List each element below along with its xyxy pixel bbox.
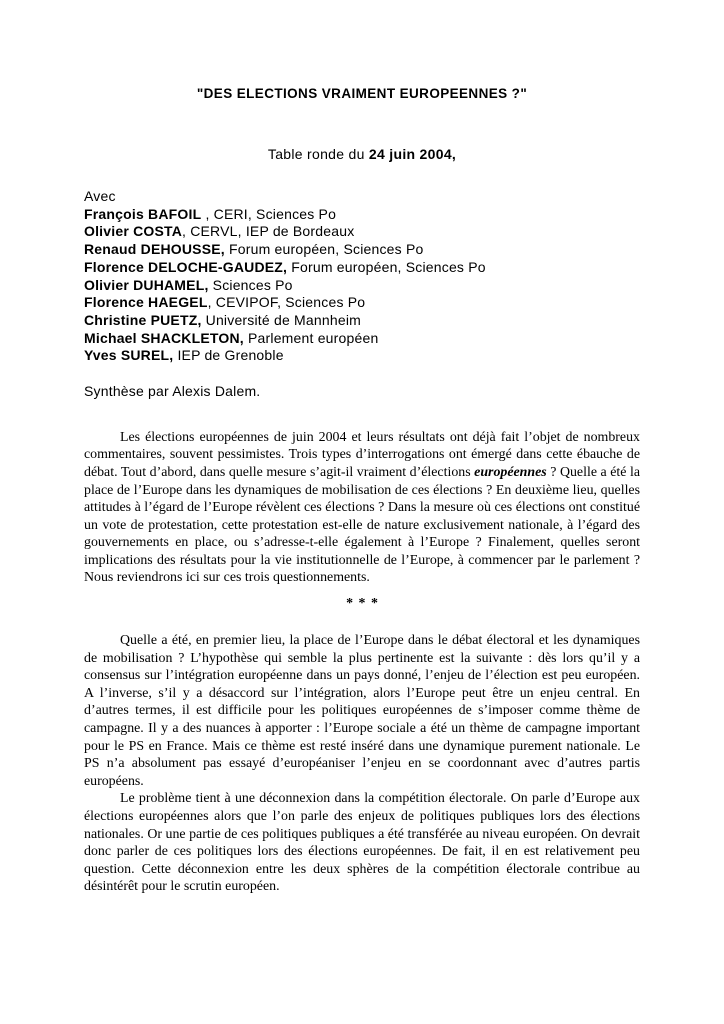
participant-row — [84, 312, 640, 330]
session-line — [84, 146, 640, 162]
participant-affiliation: Parlement européen — [243, 329, 379, 346]
intro-paragraph — [84, 429, 640, 587]
participant-row — [84, 294, 640, 312]
intro-emphasis: européennes — [474, 464, 547, 480]
document-body — [84, 429, 640, 896]
participant-affiliation: Forum européen, Sciences Po — [287, 258, 486, 275]
body-paragraph: Quelle a été, en premier lieu, la place de l’Europe dans le débat électoral et les dynamiques de mobilisation ? L’hypothèse qui semble la plus pertinente est la suivante : dès lors qu’il y a consensus sur l’intégration européenne dans un pays donné, l’enjeu de l’élection est peu européen. A l’inverse, s’il y a désaccord sur l’intégration, alors l’Europe peut être un enjeu central. En d’autres termes, il est difficile pour les politiques européennes de s’imposer comme thème de campagne. Il y a des nuances à apporter : l’Europe sociale a été un thème de campagne important pour le PS en France. Mais ce thème est resté inséré dans une dynamique purement nationale. Le PS n’a absolument pas essayé d’européaniser l’enjeu en se coordonnant avec d’autres partis européens. — [84, 633, 640, 789]
participant-name: Renaud DEHOUSSE, — [84, 241, 225, 258]
with-label: Avec — [84, 188, 116, 204]
participant-affiliation: Forum européen, Sciences Po — [224, 241, 424, 258]
participant-name: Yves SUREL, — [84, 347, 174, 364]
body-paragraph: Le problème tient à une déconnexion dans la compétition électorale. On parle d’Europe aux élections européennes alors que l’on parle des enjeux de politiques publiques lors des élections nationales. Or une partie de ces politiques publiques a été transférée au niveau européen. On devrait donc parler de ces politiques lors des élections européennes. De fait, il en est relativement peu question. Cette déconnexion entre les deux sphères de la compétition électorale contribue au désintérêt pour le scrutin européen. — [84, 791, 640, 895]
session-date: 24 juin 2004, — [368, 146, 457, 162]
participant-affiliation: Université de Mannheim — [201, 311, 361, 328]
participant-affiliation: , CERVL, IEP de Bordeaux — [182, 223, 355, 240]
participants-list — [84, 188, 640, 365]
participant-row — [84, 223, 640, 241]
synthesis-line: Synthèse par Alexis Dalem. — [84, 383, 261, 400]
participant-row — [84, 277, 640, 295]
intro-text-before: Les élections européennes de juin 2004 et leurs résultats ont déjà fait l’objet de nombreux commentaires, souvent pessimistes. Trois types d’interrogations ont émergé dans cette ébauche de débat. Tout d’abord, dans quelle mesure s’agit-il vraiment d’élections — [84, 429, 640, 480]
participant-name: Florence DELOCHE-GAUDEZ, — [84, 258, 288, 275]
participant-row — [84, 347, 640, 365]
session-prefix: Table ronde du — [267, 146, 369, 162]
participant-name: François BAFOIL — [84, 205, 202, 222]
participant-name: Olivier COSTA — [84, 223, 183, 240]
participant-affiliation: Sciences Po — [208, 276, 293, 293]
page-title: "DES ELECTIONS VRAIMENT EUROPEENNES ?" — [196, 86, 528, 101]
participant-name: Florence HAEGEL — [84, 294, 208, 311]
participant-name: Christine PUETZ, — [84, 311, 202, 328]
participant-row — [84, 259, 640, 277]
section-separator: * * * — [346, 596, 378, 612]
participant-affiliation: , CEVIPOF, Sciences Po — [207, 294, 366, 311]
participant-name: Olivier DUHAMEL, — [84, 276, 209, 293]
participant-name: Michael SHACKLETON, — [84, 329, 244, 346]
participant-affiliation: , CERI, Sciences Po — [201, 205, 337, 222]
intro-text-after: ? Quelle a été la place de l’Europe dans les dynamiques de mobilisation de ces élections ? En deuxième lieu, quelles attitudes à l’égard de l’Europe révèlent ces élections ? Dans la mesure où ces élections ont constitué un vote de protestation, cette protestation est-elle de nature exclusivement nationale, à l’égard des gouvernements en place, ou s’adresse-t-elle également à l’Europe ? Finalement, quelles seront implications des résultats pour la vie institutionnelle de l’Europe, à commencer par le parlement ? Nous reviendrons ici sur ces trois questionnements. — [84, 464, 640, 586]
participant-row — [84, 241, 640, 259]
participant-affiliation: IEP de Grenoble — [173, 347, 284, 364]
participant-row — [84, 206, 640, 224]
participant-row — [84, 330, 640, 348]
